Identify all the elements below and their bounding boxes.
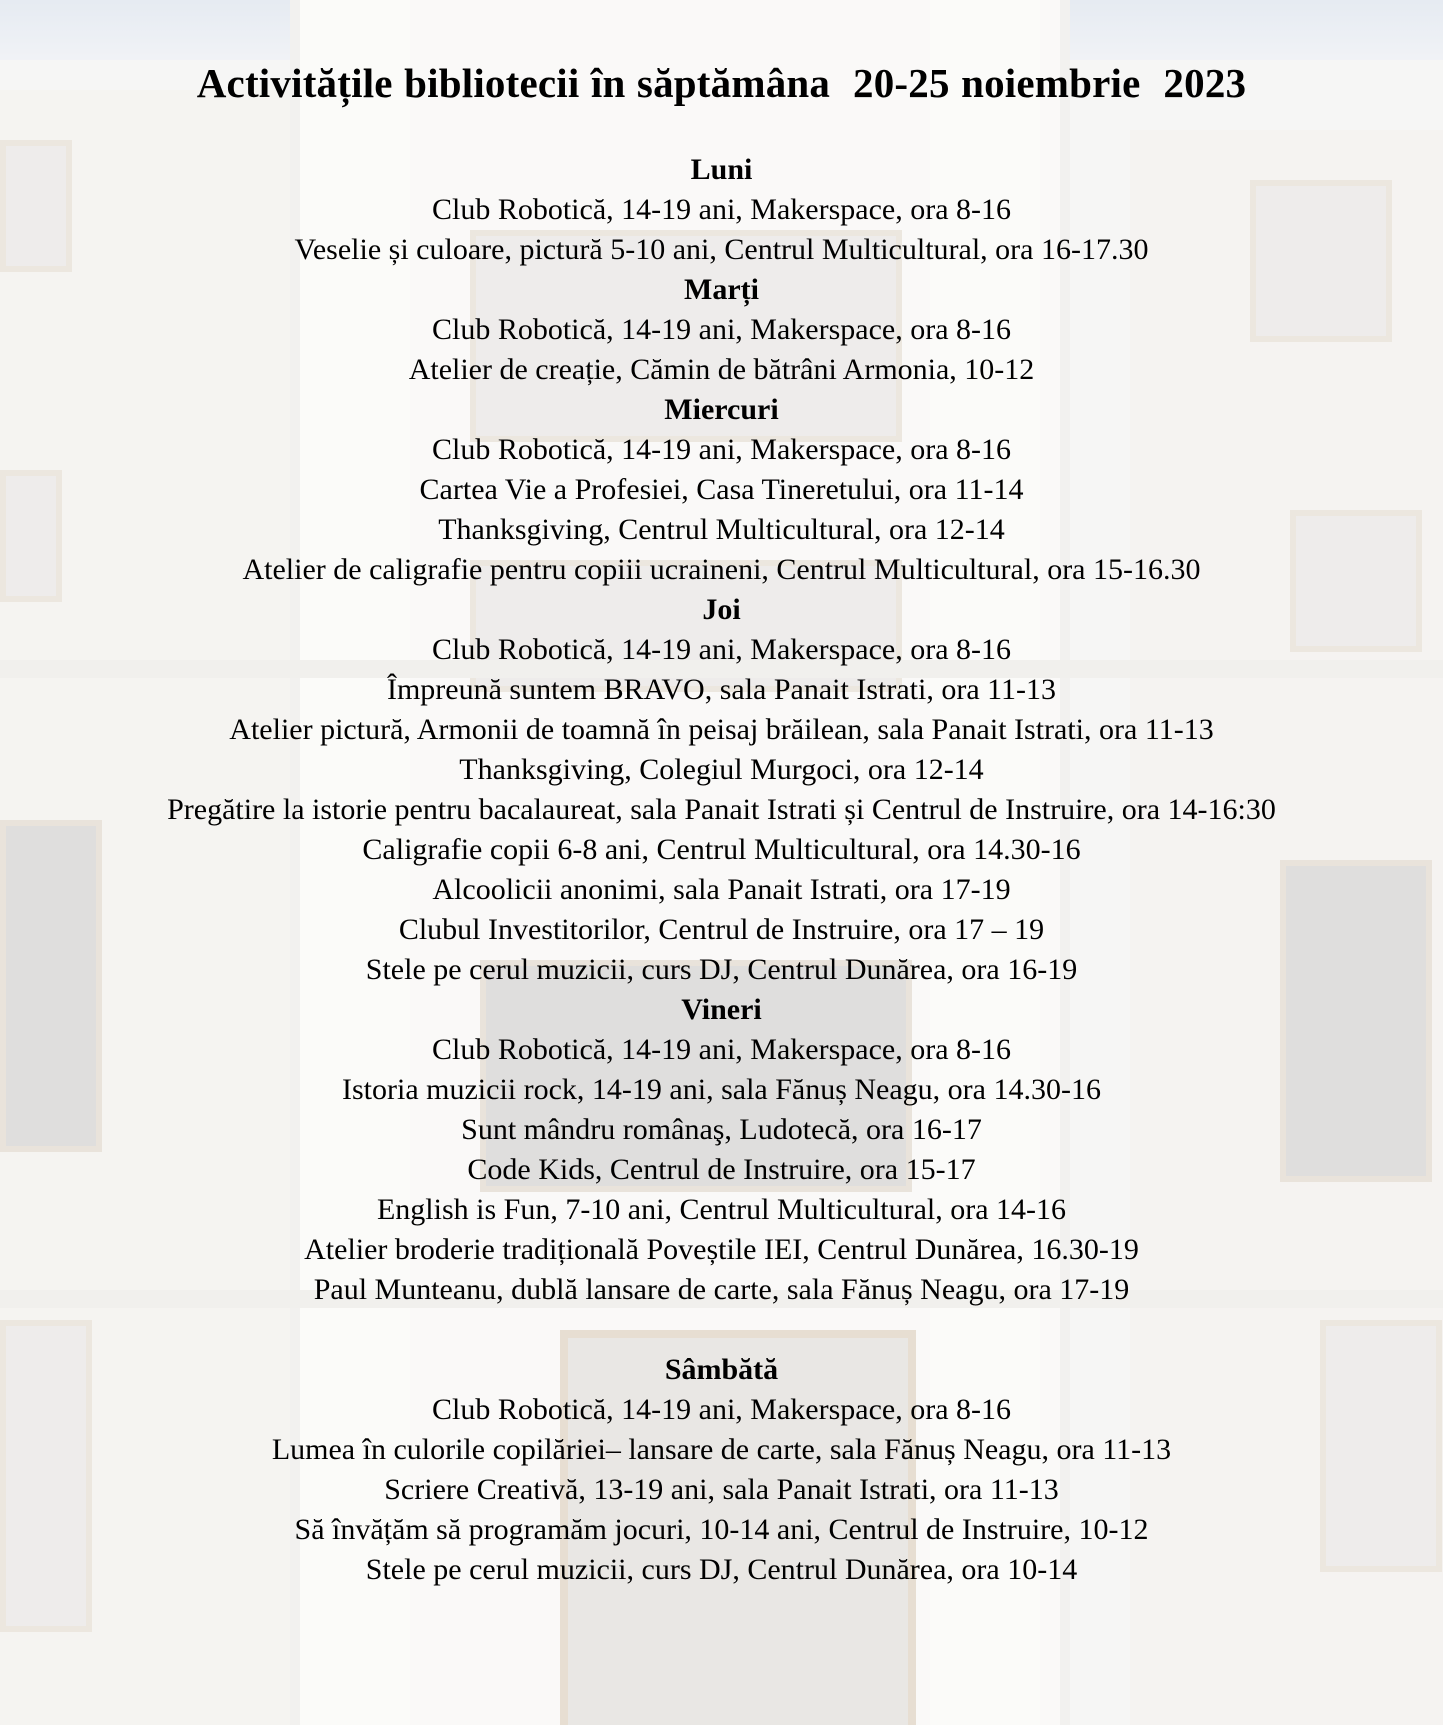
activity-item: Veselie și culoare, pictură 5-10 ani, Centrul Multicultural, ora 16-17.30 (294, 233, 1149, 266)
activity-item: Atelier broderie tradițională Poveștile IEI, Centrul Dunărea, 16.30-19 (304, 1233, 1139, 1266)
day-friday (0, 990, 1443, 1310)
poster-title: Activitățile bibliotecii în săptămâna 20-25 noiembrie 2023 (196, 60, 1247, 106)
activity-item: Istoria muzicii rock, 14-19 ani, sala Fănuș Neagu, ora 14.30-16 (342, 1073, 1101, 1106)
day-tuesday (0, 270, 1443, 390)
activity-item: Atelier de caligrafie pentru copiii ucraineni, Centrul Multicultural, ora 15-16.30 (242, 553, 1201, 586)
activity-item: Alcoolicii anonimi, sala Panait Istrati, ora 17-19 (432, 873, 1011, 906)
activity-item: Scriere Creativă, 13-19 ani, sala Panait Istrati, ora 11-13 (384, 1473, 1059, 1506)
day-title: Joi (702, 593, 741, 626)
activity-item: Caligrafie copii 6-8 ani, Centrul Multicultural, ora 14.30-16 (362, 833, 1081, 866)
day-monday (0, 150, 1443, 270)
day-title: Miercuri (664, 393, 779, 426)
activity-item: Clubul Investitorilor, Centrul de Instruire, ora 17 – 19 (398, 913, 1045, 946)
activity-item: Lumea în culorile copilăriei– lansare de carte, sala Fănuș Neagu, ora 11-13 (271, 1433, 1172, 1466)
activity-item: Thanksgiving, Colegiul Murgoci, ora 12-14 (459, 753, 984, 786)
activity-item: Code Kids, Centrul de Instruire, ora 15-17 (467, 1153, 976, 1186)
activity-item: Sunt mândru românaş, Ludotecă, ora 16-17 (461, 1113, 982, 1146)
day-title: Luni (690, 153, 753, 186)
activity-item: Club Robotică, 14-19 ani, Makerspace, ora 8-16 (431, 313, 1011, 346)
weekly-schedule (0, 150, 1443, 1590)
day-wednesday (0, 390, 1443, 590)
day-saturday (0, 1350, 1443, 1590)
activity-item: Club Robotică, 14-19 ani, Makerspace, ora 8-16 (431, 633, 1011, 666)
activity-item: Club Robotică, 14-19 ani, Makerspace, ora 8-16 (431, 1033, 1011, 1066)
activity-item: Club Robotică, 14-19 ani, Makerspace, ora 8-16 (431, 1393, 1011, 1426)
activity-item: Cartea Vie a Profesiei, Casa Tineretului, ora 11-14 (419, 473, 1024, 506)
activity-item: Împreună suntem BRAVO, sala Panait Istrati, ora 11-13 (386, 673, 1057, 706)
activity-item: Club Robotică, 14-19 ani, Makerspace, ora 8-16 (431, 433, 1011, 466)
activity-item: Atelier pictură, Armonii de toamnă în peisaj brăilean, sala Panait Istrati, ora 11-13 (229, 713, 1214, 746)
activity-item: Să învățăm să programăm jocuri, 10-14 ani, Centrul de Instruire, 10-12 (294, 1513, 1149, 1546)
day-title: Vineri (681, 993, 762, 1026)
activity-item: Pregătire la istorie pentru bacalaureat, sala Panait Istrati și Centrul de Instruire, ora 14-16:30 (167, 793, 1276, 826)
day-title: Sâmbătă (664, 1353, 779, 1386)
activity-item: Stele pe cerul muzicii, curs DJ, Centrul Dunărea, ora 10-14 (365, 1553, 1078, 1586)
activity-item: Thanksgiving, Centrul Multicultural, ora 12-14 (438, 513, 1005, 546)
activity-item: Stele pe cerul muzicii, curs DJ, Centrul Dunărea, ora 16-19 (365, 953, 1078, 986)
day-thursday (0, 590, 1443, 990)
day-title: Marți (684, 273, 759, 306)
activity-item: Atelier de creație, Cămin de bătrâni Armonia, 10-12 (408, 353, 1035, 386)
activity-item: English is Fun, 7-10 ani, Centrul Multicultural, ora 14-16 (376, 1193, 1067, 1226)
activity-item: Paul Munteanu, dublă lansare de carte, sala Fănuș Neagu, ora 17-19 (313, 1273, 1130, 1306)
spacer (0, 1310, 1443, 1350)
activity-item: Club Robotică, 14-19 ani, Makerspace, ora 8-16 (431, 193, 1011, 226)
